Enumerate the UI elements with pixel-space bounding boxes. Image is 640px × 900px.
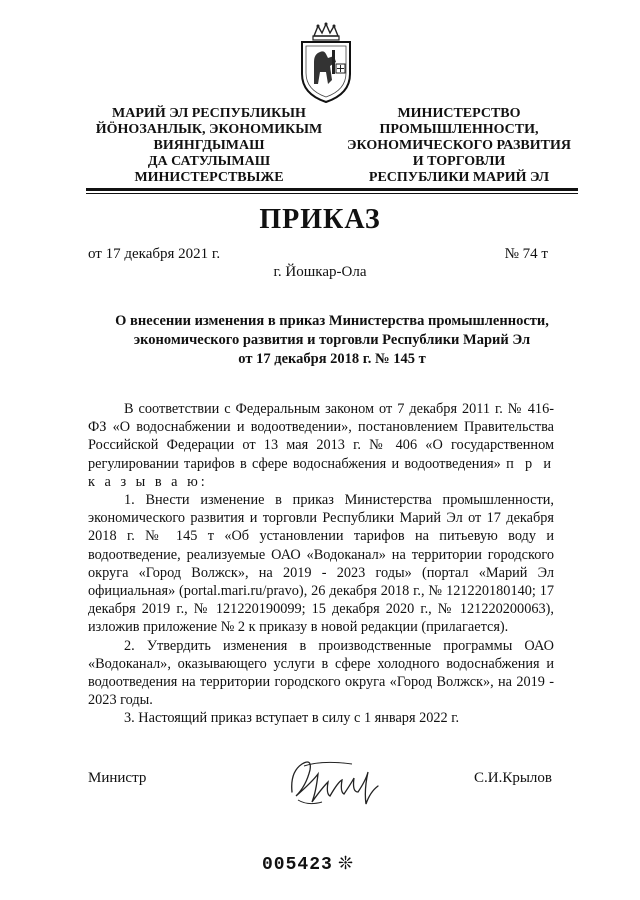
- document-date: от 17 декабря 2021 г.: [88, 246, 221, 262]
- document-type-title: ПРИКАЗ: [259, 204, 381, 235]
- header-right-line: РЕСПУБЛИКИ МАРИЙ ЭЛ: [368, 170, 550, 185]
- subject-line: О внесении изменения в приказ Министерства промышленности,: [115, 313, 549, 329]
- header-left-line: ЙÖНОЗАНЛЫК, ЭКОНОМИКЫМ: [95, 122, 323, 137]
- coat-of-arms-icon: [296, 22, 356, 104]
- order-word: п р и к а з ы в а ю:: [88, 455, 555, 490]
- document-subject: [86, 312, 578, 369]
- ministry-name-mari: [86, 106, 332, 186]
- signatory-name: С.И.Крылов: [474, 770, 552, 786]
- header-right-line: И ТОРГОВЛИ: [412, 154, 506, 169]
- header-right-line: ЭКОНОМИЧЕСКОГО РАЗВИТИЯ: [347, 138, 571, 153]
- body-item-1: 1. Внести изменение в приказ Министерства промышленности, экономического развития и торговли Республики Марий Эл от 17 декабря 2018 г. № 145 т «Об установлении тарифов на питьевую воду и водоотведение, реализуемые ОАО «Водоканал» на территории городского округа «Город Волжск», на 2019 - 2023 годы» (портал «Марий Эл официальная» (portal.mari.ru/pravo), 26 декабря 2018 г., № 121220180140; 17 декабря 2019 г., № 121220190099; 15 декабря 2020 г., № 121220200063), изложив приложение № 2 к приказу в новой редакции (прилагается).: [88, 492, 554, 636]
- header-rule-thick: [86, 188, 578, 191]
- header-rule-thin: [86, 193, 578, 194]
- subject-line: экономического развития и торговли Республики Марий Эл: [133, 332, 531, 348]
- header-left-line: ДА САТУЛЫМАШ: [147, 154, 271, 169]
- subject-line: от 17 декабря 2018 г. № 145 т: [238, 351, 426, 367]
- document-number: № 74 т: [504, 246, 548, 262]
- ministry-name-russian: [340, 106, 578, 186]
- header-left-line: МИНИСТЕРСТВЫЖЕ: [134, 170, 284, 185]
- signatory-title: Министр: [88, 770, 147, 786]
- header-left-line: МАРИЙ ЭЛ РЕСПУБЛИКЫН: [112, 106, 306, 121]
- header-right-line: ПРОМЫШЛЕННОСТИ,: [379, 122, 539, 137]
- form-serial-number: 005423: [262, 855, 333, 875]
- body-item-2: 2. Утвердить изменения в производственные программы ОАО «Водоканал», оказывающего услуги в сфере холодного водоснабжения и водоотведения на территории городского округа «Город Волжск», на 2019 - 2023 годы.: [88, 637, 554, 709]
- document-city: г. Йошкар-Ола: [273, 264, 367, 280]
- document-body: [88, 400, 554, 728]
- preamble-text: В соответствии с Федеральным законом от 7 декабря 2011 г. № 416-ФЗ «О водоснабжении и водоотведении», постановлением Правительства Российской Федерации от 13 мая 2013 г. № 406 «О государственном регулировании тарифов в сфере водоснабжения и водоотведения»: [88, 401, 554, 472]
- body-item-3: 3. Настоящий приказ вступает в силу с 1 января 2022 г.: [124, 710, 460, 727]
- header-left-line: ВИЯНГДЫМАШ: [153, 138, 265, 153]
- body-preamble: [88, 400, 554, 491]
- header-right-line: МИНИСТЕРСТВО: [397, 106, 521, 121]
- handwritten-signature: [282, 752, 390, 812]
- serial-mark-icon: ❊: [338, 853, 354, 873]
